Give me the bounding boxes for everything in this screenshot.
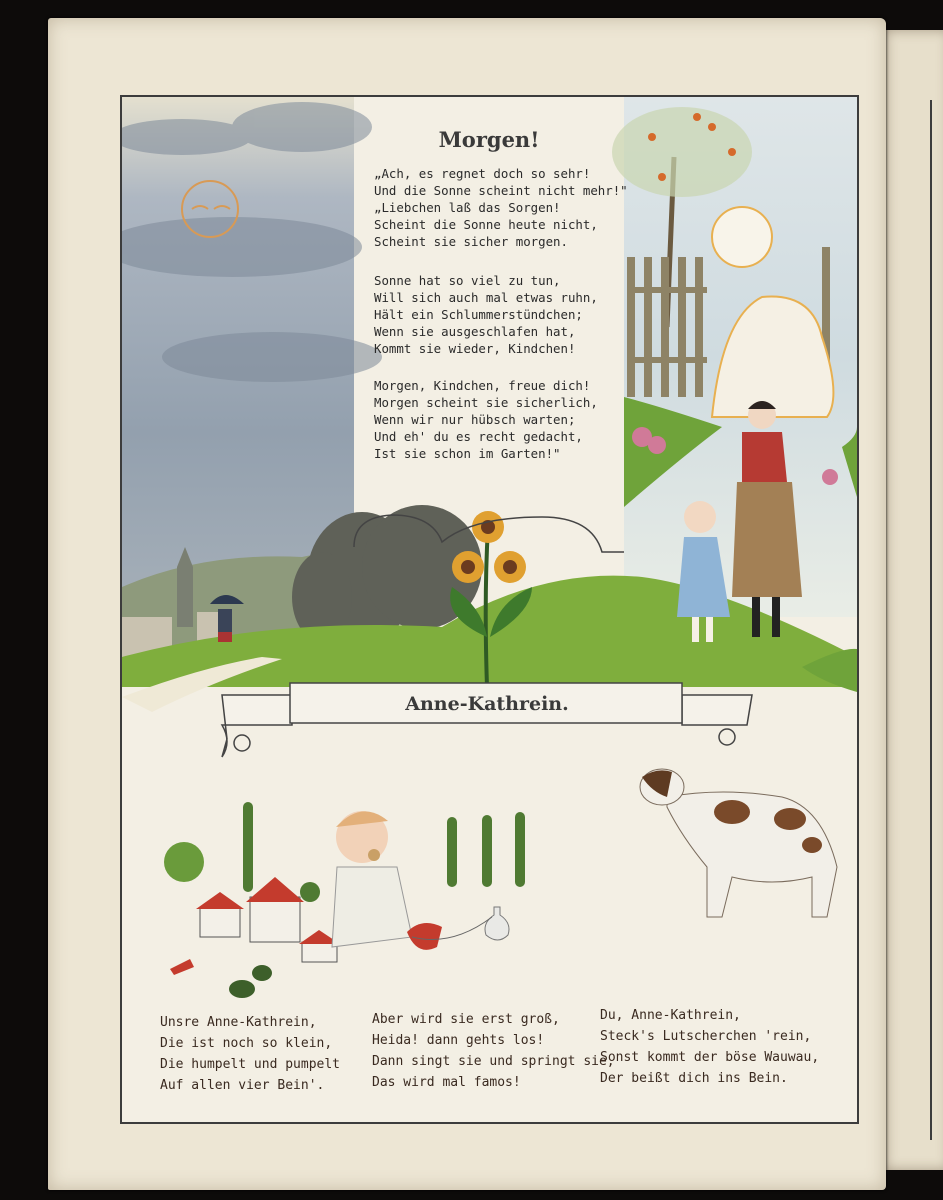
- garden-lawn: [624, 397, 722, 507]
- anne-stanza-1: Unsre Anne-Kathrein, Die ist noch so klein, Die humpelt und pumpelt Auf allen vier Bein'.: [160, 1015, 341, 1093]
- illustration-art: [122, 97, 857, 1122]
- next-page-border: [930, 100, 932, 1140]
- illustration-frame: [120, 95, 859, 1124]
- morgen-stanza-1: „Ach, es regnet doch so sehr! Und die Sonne scheint nicht mehr!" „Liebchen laß das Sorgen! Scheint die Sonne heute nicht, Scheint sie sicher morgen.: [374, 166, 628, 249]
- morgen-stanza-2: Sonne hat so viel zu tun, Will sich auch mal etwas ruhn, Hält ein Schlummerstündchen; Wenn sie ausgeschlafen hat, Kommt sie wieder, Kindchen!: [374, 273, 598, 356]
- morgen-stanza-3: Morgen, Kindchen, freue dich! Morgen scheint sie sicherlich, Wenn wir nur hübsch warten; Und eh' du es recht gedacht, Ist sie schon im Garten!": [374, 378, 598, 461]
- next-page-edge: [880, 30, 943, 1170]
- mother-figure: [732, 401, 802, 637]
- anne-stanza-2: Aber wird sie erst groß, Heida! dann gehts los! Dann singt sie und springt sie, Das wird mal famos!: [372, 1012, 615, 1090]
- anne-stanza-3: Du, Anne-Kathrein, Steck's Lutscherchen 'rein, Sonst kommt der böse Wauwau, Der beißt dich ins Bein.: [600, 1008, 820, 1086]
- baby-figure: [332, 811, 442, 950]
- dog-figure: [640, 769, 837, 917]
- morgen-title: Morgen!: [438, 127, 540, 152]
- milk-bottle: [485, 907, 509, 940]
- anne-kathrein-title: Anne-Kathrein.: [405, 693, 569, 715]
- cloud-shapes: [122, 102, 382, 382]
- sun-figure: [712, 207, 833, 417]
